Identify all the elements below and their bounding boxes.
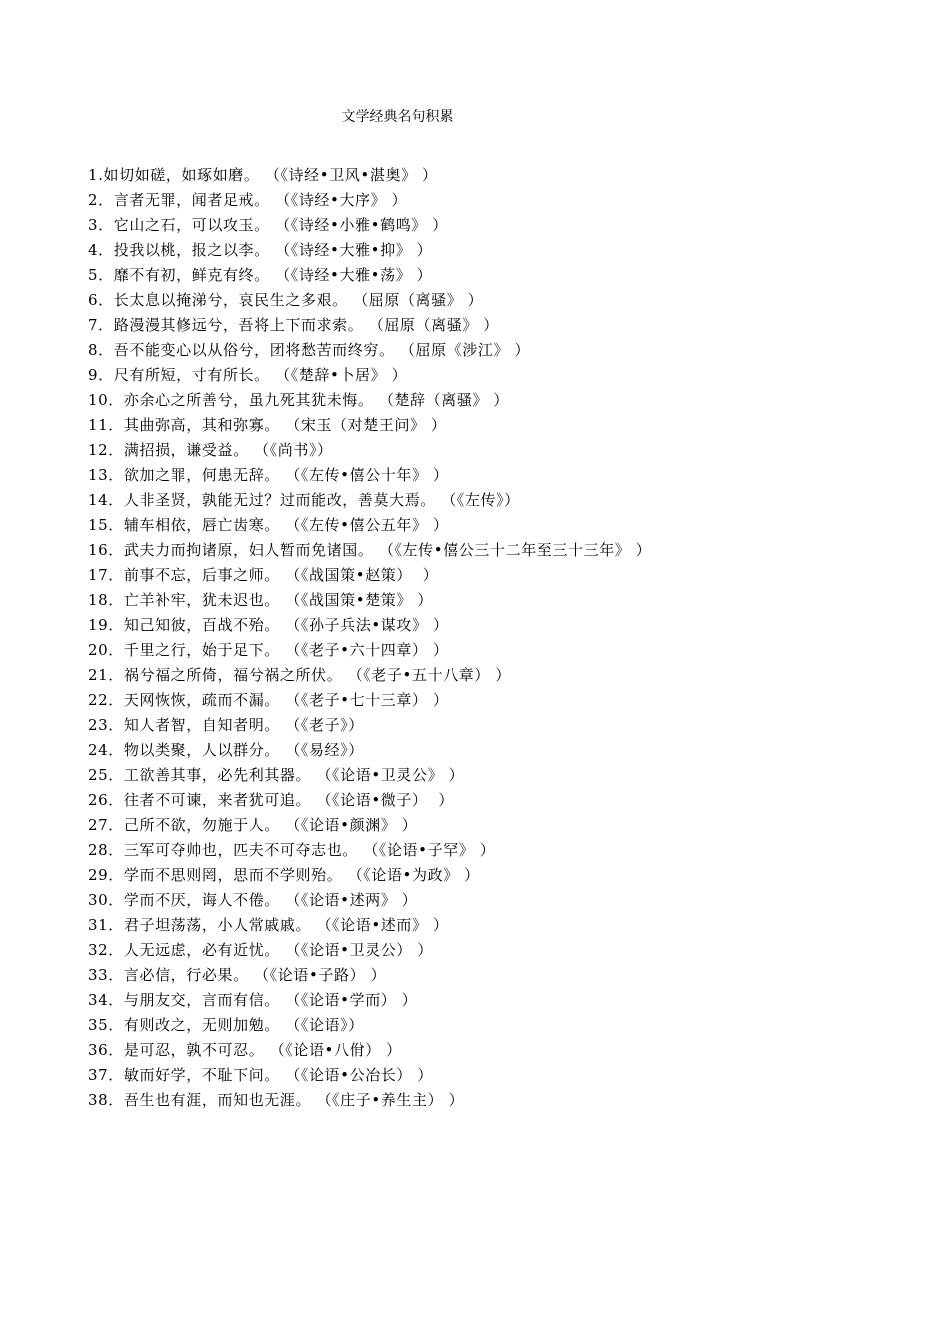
quote-line: 33．言必信，行必果。 （《论语•子路） ） [88,966,387,984]
quote-line: 1.如切如磋，如琢如磨。 （《诗经•卫风•湛奥》 ） [88,166,438,184]
quote-line: 18．亡羊补牢，犹未迟也。 （《战国策•楚策》 ） [88,591,433,609]
quote-line: 14．人非圣贤，孰能无过？过而能改，善莫大焉。 （《左传》） [88,491,520,509]
quote-line: 16．武夫力而拘诸原，妇人暂而免诸国。 （《左传•僖公三十二年至三十三年》 ） [88,541,652,559]
quote-line: 12．满招损，谦受益。 （《尚书》） [88,441,333,459]
quote-line: 30．学而不厌，诲人不倦。 （《论语•述两》 ） [88,891,418,909]
quote-line: 4．投我以桃，报之以李。 （《诗经•大雅•抑》 ） [88,241,433,259]
quote-line: 24．物以类聚，人以群分。 （《易经》） [88,741,364,759]
quote-line: 11．其曲弥高，其和弥寡。 （宋玉（对楚王问》 ） [88,416,447,434]
quote-line: 8．吾不能变心以从俗兮，团将愁苦而终穷。 （屈原《涉江》 ） [88,341,531,359]
quote-line: 37．敏而好学，不耻下问。 （《论语•公冶长） ） [88,1066,433,1084]
quote-line: 2．言者无罪，闻者足戒。 （《诗经•大序》 ） [88,191,408,209]
quote-line: 20．千里之行，始于足下。 （《老子•六十四章） ） [88,641,449,659]
quote-line: 38．吾生也有涯，而知也无涯。 （《庄子•养生主） ） [88,1091,465,1109]
quote-line: 10．亦余心之所善兮，虽九死其犹未悔。 （楚辞（离骚》 ） [88,391,510,409]
quote-line: 25．工欲善其事，必先利其器。 （《论语•卫灵公》 ） [88,766,465,784]
quote-line: 26．往者不可谏，来者犹可追。 （《论语•微子） ） [88,791,454,809]
quote-line: 5．靡不有初，鲜克有终。 （《诗经•大雅•荡》 ） [88,266,433,284]
quote-line: 21．祸兮福之所倚，福兮祸之所伏。 （《老子•五十八章） ） [88,666,511,684]
quote-line: 19．知己知彼，百战不殆。 （《孙子兵法•谋攻》 ） [88,616,449,634]
quote-line: 32．人无远虑，必有近忧。 （《论语•卫灵公） ） [88,941,433,959]
quote-line: 28．三军可夺帅也，匹夫不可夺志也。 （《论语•子罕》 ） [88,841,496,859]
quote-line: 17．前事不忘，后事之师。 （《战国策•赵策） ） [88,566,439,584]
page-title: 文学经典名句积累 [341,109,454,125]
quote-line: 13．欲加之罪，何患无辞。 （《左传•僖公十年》 ） [88,466,449,484]
quote-line: 29．学而不思则罔，思而不学则殆。 （《论语•为政》 ） [88,866,480,884]
quote-list [88,163,651,1113]
quote-line: 6．长太息以掩涕兮，哀民生之多艰。 （屈原（离骚》 ） [88,291,484,309]
quote-line: 15．辅车相依，唇亡齿寒。 （《左传•僖公五年》 ） [88,516,449,534]
quote-line: 34．与朋友交，言而有信。 （《论语•学而） ） [88,991,418,1009]
quote-line: 7．路漫漫其修远兮，吾将上下而求索。 （屈原（离骚》 ） [88,316,499,334]
quote-line: 27．己所不欲，勿施于人。 （《论语•颜渊》 ） [88,816,418,834]
quote-line: 22．天网恢恢，疏而不漏。 （《老子•七十三章） ） [88,691,449,709]
quote-line: 31．君子坦荡荡，小人常戚戚。 （《论语•述而》 ） [88,916,449,934]
quote-line: 35．有则改之，无则加勉。 （《论语》） [88,1016,364,1034]
quote-line: 9．尺有所短，寸有所长。 （《楚辞•卜居》 ） [88,366,408,384]
quote-line: 3．它山之石，可以攻玉。 （《诗经•小雅•鹤鸣》 ） [88,216,448,234]
quote-line: 36．是可忍，孰不可忍。 （《论语•八佾） ） [88,1041,402,1059]
quote-line: 23．知人者智，自知者明。 （《老子》） [88,716,364,734]
